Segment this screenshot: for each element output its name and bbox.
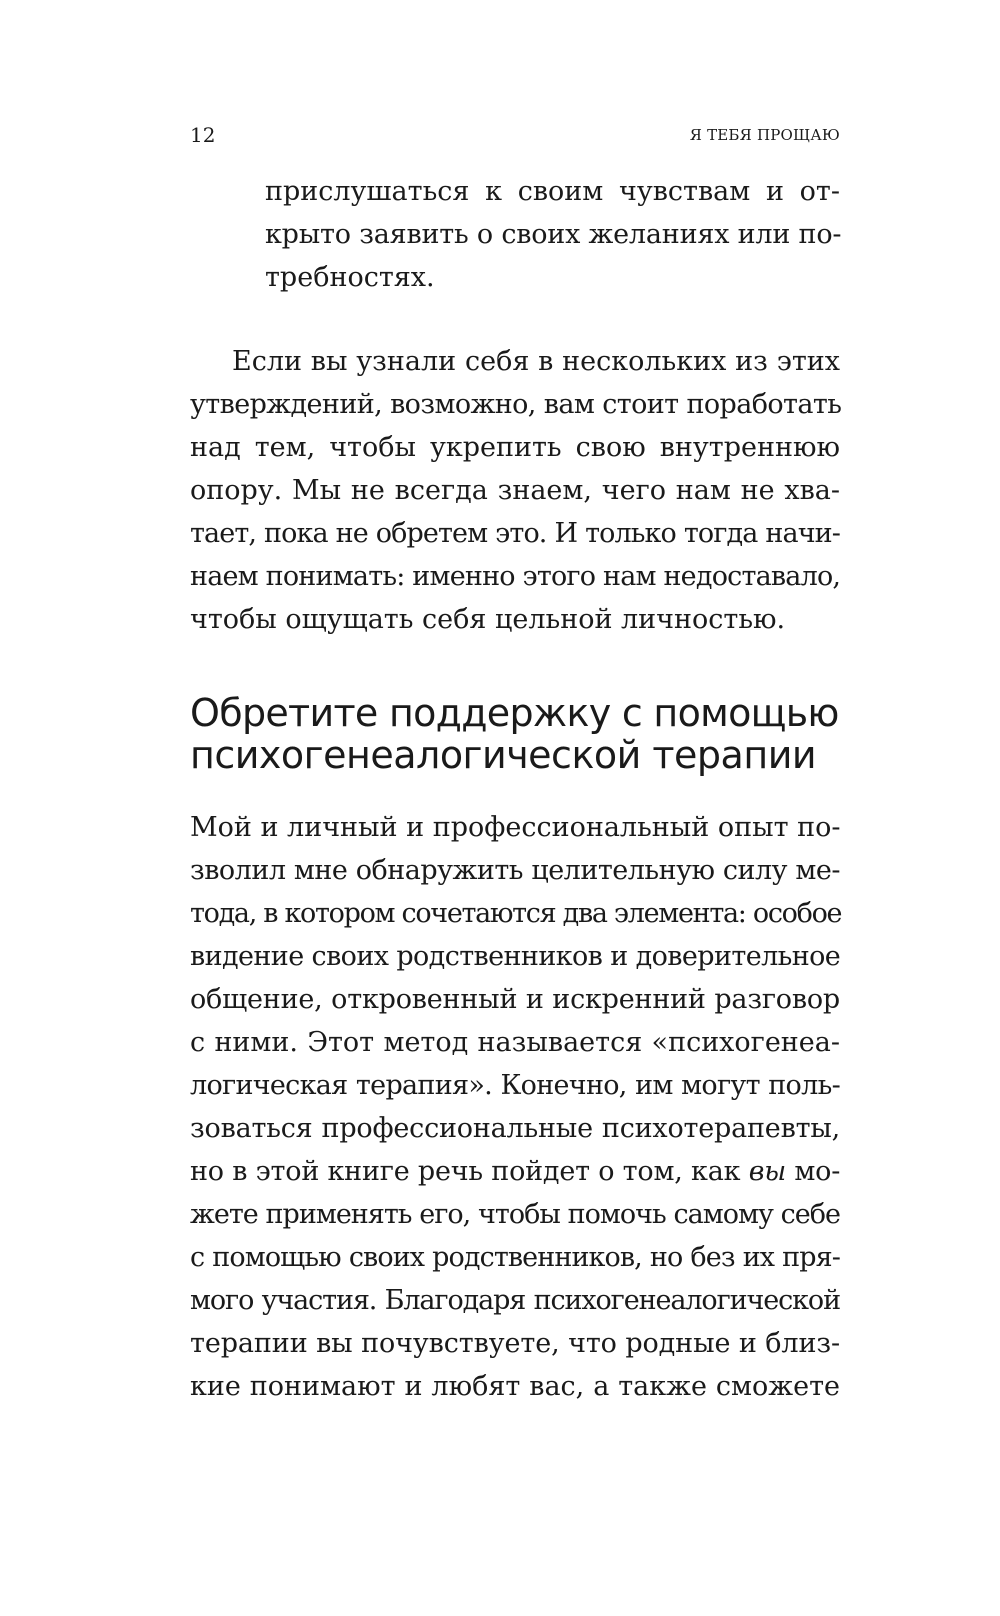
text-line: с ними. Этот метод называется «психогенеа- — [190, 1027, 840, 1058]
text-line: общение, откровенный и искренний разговор — [190, 984, 840, 1015]
text-line: логическая терапия». Конечно, им могут поль- — [190, 1070, 840, 1101]
text-line: прислушаться к своим чувствам и от- — [265, 176, 840, 207]
text-line: Если вы узнали себя в нескольких из этих — [232, 346, 840, 377]
page-number: 12 — [190, 123, 216, 147]
section-heading: Обретите поддержку с помощью — [190, 691, 839, 735]
text-segment: но в этой книге речь пойдет о том, как — [190, 1156, 749, 1187]
text-line: кие понимают и любят вас, а также сможете — [190, 1371, 840, 1402]
text-line: мого участия. Благодаря психогенеалогической — [190, 1285, 840, 1316]
text-line: терапии вы почувствуете, что родные и близ- — [190, 1328, 840, 1359]
text-line: над тем, чтобы укрепить свою внутреннюю — [190, 432, 840, 463]
text-line: чтобы ощущать себя цельной личностью. — [190, 604, 786, 635]
text-line: с помощью своих родственников, но без их пря- — [190, 1242, 840, 1273]
running-title: Я ТЕБЯ ПРОЩАЮ — [689, 126, 840, 144]
text-line: зволил мне обнаружить целительную силу ме- — [190, 855, 840, 886]
text-line: Мой и личный и профессиональный опыт по- — [190, 812, 841, 843]
text-line: крыто заявить о своих желаниях или по- — [265, 219, 842, 250]
text-line: требностях. — [265, 262, 435, 293]
text-segment: мо- — [786, 1156, 841, 1187]
text-line: наем понимать: именно этого нам недоставало, — [190, 561, 841, 592]
italic-emphasis: вы — [748, 1156, 786, 1187]
section-heading: психогенеалогической терапии — [190, 733, 817, 777]
text-line: тает, пока не обретем это. И только тогда начи- — [190, 518, 840, 549]
text-line: жете применять его, чтобы помочь самому себе — [190, 1199, 840, 1230]
text-line: утверждений, возможно, вам стоит поработать — [190, 389, 842, 420]
text-line-with-italic — [190, 1150, 840, 1194]
text-line: видение своих родственников и доверительное — [190, 941, 841, 972]
text-line: зоваться профессиональные психотерапевты, — [190, 1113, 840, 1144]
text-line: опору. Мы не всегда знаем, чего нам не хва- — [190, 475, 840, 506]
running-head — [190, 122, 840, 148]
text-line: тода, в котором сочетаются два элемента: особое — [190, 898, 842, 929]
